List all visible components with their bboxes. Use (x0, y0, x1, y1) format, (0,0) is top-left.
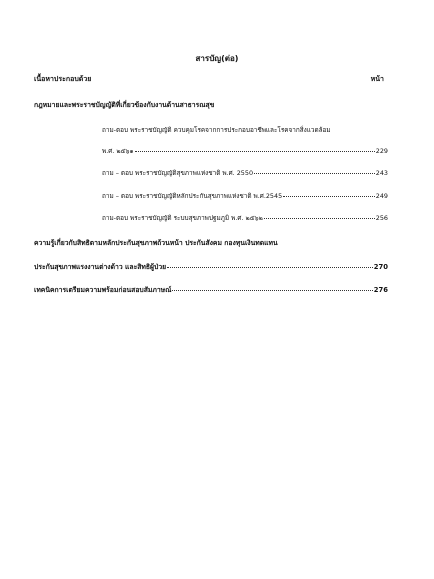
toc-entry-text: เทคนิคการเตรียมความพร้อมก่อนสอบสัมภาษณ์ (34, 286, 172, 294)
toc-entry-text: ถาม-ตอบ พระราชบัญญัติ ควบคุมโรคจากการประกอบอาชีพและโรคจากสิ่งแวดล้อม (102, 126, 331, 134)
toc-title: สารบัญ(ต่อ) (195, 54, 239, 63)
leader-dots (172, 290, 372, 291)
toc-entry (102, 191, 388, 201)
leader-dots (254, 173, 375, 174)
toc-entry-page: 256 (375, 214, 388, 222)
toc-entry-page: 276 (373, 286, 388, 294)
page-column-label: หน้า (370, 75, 384, 83)
content-column-label: เนื้อหาประกอบด้วย (34, 75, 92, 83)
toc-entry-text: ถาม-ตอบ พระราชบัญญัติ ระบบสุขภาพปฐมภูมิ พ.ศ. ๒๕๖๒ (102, 214, 263, 222)
toc-header (34, 74, 384, 85)
toc-entry-text: ถาม – ตอบ พระราชบัญญัติหลักประกันสุขภาพแห่งชาติ พ.ศ.2545 (102, 192, 283, 200)
toc-entry-page: 249 (375, 192, 388, 200)
leader-dots (167, 267, 373, 268)
leader-dots (264, 218, 375, 219)
toc-section-heading (34, 284, 388, 295)
toc-section-heading (34, 237, 384, 248)
toc-entry-text: ถาม – ตอบ พระราชบัญญัติสุขภาพแห่งชาติ พ.ศ. 2550 (102, 169, 254, 177)
toc-entry-page: 243 (375, 169, 388, 177)
toc-entry-text: พ.ศ. ๒๕๖๑ (102, 147, 134, 155)
toc-entry (102, 125, 388, 135)
toc-entry (102, 168, 388, 178)
toc-entry-text: กฎหมายและพระราชบัญญัติที่เกี่ยวข้องกับงานด้านสาธารณสุข (34, 101, 215, 109)
toc-entry-text: ประกันสุขภาพแรงงานต่างด้าว และสิทธิผู้ป่วย (34, 263, 167, 271)
leader-dots (135, 151, 375, 152)
toc-entry-page: 270 (373, 263, 388, 271)
toc-entry-page: 229 (375, 147, 388, 155)
toc-section-heading (34, 99, 384, 110)
toc-entry-text: ความรู้เกี่ยวกับสิทธิตามหลักประกันสุขภาพถ้วนหน้า ประกันสังคม กองทุนเงินทดแทน (34, 239, 278, 247)
leader-dots (283, 196, 375, 197)
toc-entry (102, 146, 388, 156)
toc-section-heading (34, 261, 388, 272)
toc-entry (102, 213, 388, 223)
